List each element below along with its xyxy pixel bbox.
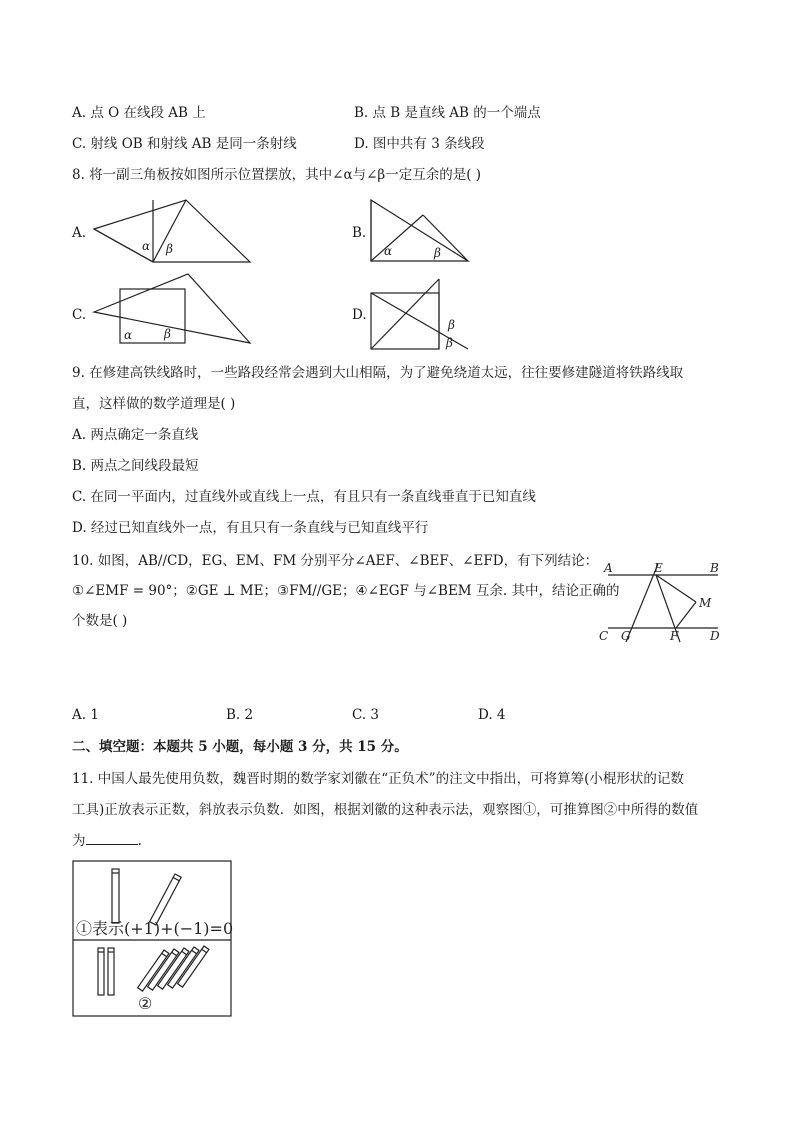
q10-point-c: C <box>599 629 609 643</box>
q10-option-d: D. 4 <box>478 707 506 723</box>
q8d-beta1: β <box>448 318 455 332</box>
q9-stem-line2: 直，这样做的数学道理是( ) <box>72 396 236 412</box>
q8-figure-c <box>90 272 260 347</box>
q9-stem-line1: 9. 在修建高铁线路时，一些路段经常会遇到大山相隔，为了避免绕道太远，往往要修建隧道将铁路线取 <box>72 365 684 381</box>
q10-point-g: G <box>621 629 631 643</box>
rod-upright-2a <box>98 948 104 995</box>
q11-stem-line3-text: 为 <box>72 833 86 849</box>
q8-label-a: A. <box>72 225 87 241</box>
q11-stem-end: . <box>137 833 142 849</box>
q10-point-f: F <box>670 629 679 643</box>
q10-option-a: A. 1 <box>72 707 99 723</box>
q7-option-c: C. 射线 OB 和射线 AB 是同一条射线 <box>72 136 297 152</box>
q10-figure <box>596 560 726 650</box>
q8a-alpha: α <box>142 239 151 253</box>
q10-stem-line1: 10. 如图，AB//CD，EG、EM、FM 分别平分∠AEF、∠BEF、∠EFD，有下列结论： <box>72 553 599 569</box>
q8-label-d: D. <box>352 307 367 323</box>
q11-stem-line2: 工具)正放表示正数，斜放表示负数．如图，根据刘徽的这种表示法，观察图①，可推算图②中所得的数值 <box>72 802 699 818</box>
q8-label-c: C. <box>72 307 87 323</box>
q11-stem-line3 <box>72 832 142 850</box>
q9-option-c: C. 在同一平面内，过直线外或直线上一点，有且只有一条直线垂直于已知直线 <box>72 489 536 505</box>
q10-point-b: B <box>710 561 719 575</box>
q8-figure-d <box>368 275 478 353</box>
q7-option-a: A. 点 O 在线段 AB 上 <box>72 105 206 121</box>
q8-stem: 8. 将一副三角板按如图所示位置摆放，其中∠α与∠β一定互余的是( ) <box>72 167 482 183</box>
q9-option-d: D. 经过已知直线外一点，有且只有一条直线与已知直线平行 <box>72 520 429 536</box>
q10-stem-line2: ①∠EMF = 90°；②GE ⊥ ME；③FM//GE；④∠EGF 与∠BEM 互余. 其中，结论正确的 <box>72 583 620 599</box>
fig2-caption: ② <box>138 994 153 1013</box>
q9-option-b: B. 两点之间线段最短 <box>72 458 199 474</box>
rod-upright-2b <box>108 948 114 995</box>
q8c-beta: β <box>164 327 171 341</box>
q10-point-e: E <box>654 561 663 575</box>
q8-label-b: B. <box>352 225 367 241</box>
fig1-caption: ①表示(+1)+(−1)=0 <box>76 919 234 938</box>
q10-option-b: B. 2 <box>226 707 254 723</box>
q9-option-a: A. 两点确定一条直线 <box>72 427 199 443</box>
q8a-beta: β <box>166 242 173 256</box>
q10-point-d: D <box>710 629 720 643</box>
q8c-alpha: α <box>124 328 133 342</box>
q11-stem-line1: 11. 中国人最先使用负数，魏晋时期的数学家刘徽在“正负术”的注文中指出，可将算筹(小棍形状的记数 <box>72 771 684 787</box>
q7-option-d: D. 图中共有 3 条线段 <box>354 136 485 152</box>
q10-point-a: A <box>604 561 613 575</box>
q10-option-c: C. 3 <box>352 707 380 723</box>
rod-slanted <box>150 874 182 925</box>
q8b-beta: β <box>434 246 441 260</box>
q10-stem-line3: 个数是( ) <box>72 613 128 629</box>
q8-figure-b <box>368 195 478 265</box>
q11-figure <box>72 860 232 1018</box>
q10-point-m: M <box>699 596 712 610</box>
q8-figure-a <box>90 195 260 270</box>
q8b-alpha: α <box>384 244 393 258</box>
q7-option-b: B. 点 B 是直线 AB 的一个端点 <box>354 105 541 121</box>
rod-upright <box>112 869 119 923</box>
q8d-beta2: β <box>446 336 453 350</box>
q11-answer-blank[interactable] <box>86 832 138 845</box>
section-title: 二、填空题：本题共 5 小题，每小题 3 分，共 15 分。 <box>72 739 408 755</box>
